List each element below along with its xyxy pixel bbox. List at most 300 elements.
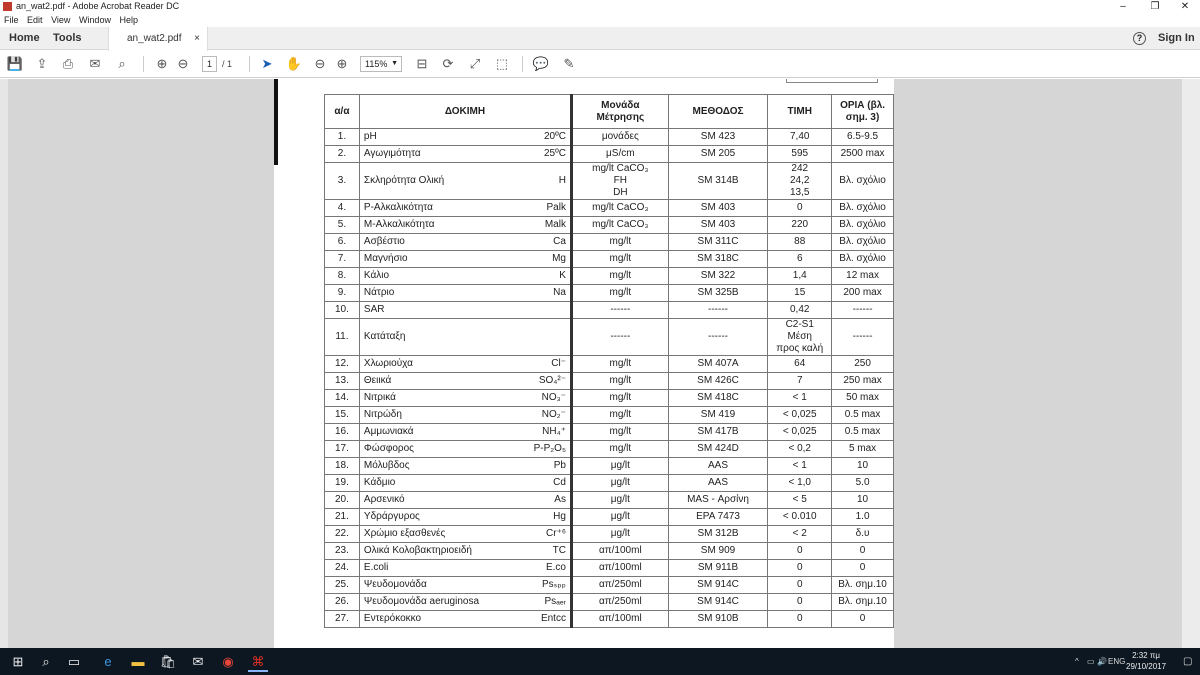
test-name-cell [359, 458, 571, 475]
test-name-cell [359, 285, 571, 302]
table-row [325, 373, 894, 390]
test-name: Κάλιο [363, 270, 390, 281]
method-cell: SM 909 [668, 543, 768, 560]
test-name-cell [359, 302, 571, 319]
row-index: 18. [325, 458, 360, 475]
test-symbol: Cd [553, 477, 566, 488]
test-name: Υδράργυρος [363, 511, 420, 522]
limit-cell: 5.0 [832, 475, 894, 492]
test-name: Ψευδομονάδα [363, 579, 427, 590]
value-line: προς καλή [776, 343, 824, 354]
test-name-cell [359, 268, 571, 285]
row-index: 17. [325, 441, 360, 458]
test-name: Μ-Αλκαλικότητα [363, 219, 435, 230]
limit-cell: 10 [832, 458, 894, 475]
close-tab-icon[interactable]: × [194, 33, 200, 44]
test-name-cell [359, 475, 571, 492]
unit-cell: mg/lt [571, 390, 668, 407]
test-name: pH [363, 131, 377, 142]
method-cell: SM 314B [668, 163, 768, 200]
value-cell: 0,42 [768, 302, 832, 319]
test-name: Νιτρώδη [363, 409, 402, 420]
method-cell: SM 403 [668, 217, 768, 234]
select-cursor-icon[interactable]: ➤ [261, 56, 273, 71]
test-name-cell [359, 200, 571, 217]
mail-icon[interactable]: ✉ [192, 654, 204, 669]
row-index: 10. [325, 302, 360, 319]
row-index: 4. [325, 200, 360, 217]
unit-cell: μS/cm [571, 146, 668, 163]
test-name-cell [359, 390, 571, 407]
sign-pen-icon[interactable]: ✎ [563, 56, 575, 71]
unit-cell: mg/lt [571, 407, 668, 424]
tab-tools[interactable]: Tools [53, 32, 82, 44]
value-cell: < 5 [768, 492, 832, 509]
file-explorer-icon[interactable]: ▬ [131, 654, 145, 669]
method-cell: SM 417B [668, 424, 768, 441]
notifications-icon[interactable]: ▢ [1183, 656, 1193, 667]
limit-cell: Βλ. σχόλιο [832, 200, 894, 217]
row-index: 13. [325, 373, 360, 390]
rotate-page-icon[interactable]: ⟳ [442, 56, 454, 71]
network-icon[interactable]: ▭ [1087, 657, 1095, 666]
value-line: Μέση [787, 331, 812, 342]
test-name-cell [359, 526, 571, 543]
unit-cell: απ/100ml [571, 543, 668, 560]
table-row [325, 560, 894, 577]
full-screen-icon[interactable]: ⤢ [469, 56, 481, 71]
value-cell: 0 [768, 560, 832, 577]
unit-cell: απ/100ml [571, 560, 668, 577]
unit-cell [571, 163, 668, 200]
limit-cell: Βλ. σχόλιο [832, 217, 894, 234]
test-name: Φώσφορος [363, 443, 414, 454]
left-panel-collapsed[interactable] [0, 79, 8, 648]
pdf-page [274, 79, 894, 648]
table-row [325, 319, 894, 356]
test-symbol: NH₄⁺ [542, 426, 566, 437]
table-row [325, 146, 894, 163]
method-cell: SM 318C [668, 251, 768, 268]
test-symbol: Cr⁺⁶ [546, 528, 566, 539]
tab-bar [0, 27, 1200, 50]
row-index: 3. [325, 163, 360, 200]
table-row [325, 217, 894, 234]
table-row [325, 475, 894, 492]
unit-cell: μg/lt [571, 458, 668, 475]
table-row [325, 458, 894, 475]
test-name: Ασβέστιο [363, 236, 405, 247]
value-cell: 0 [768, 611, 832, 628]
limit-cell: 0.5 max [832, 424, 894, 441]
page-header-box [786, 79, 878, 83]
limit-cell: 12 max [832, 268, 894, 285]
unit-cell: mg/lt [571, 251, 668, 268]
test-symbol: Malk [544, 219, 566, 230]
limit-cell: Βλ. σημ.10 [832, 594, 894, 611]
menu-edit[interactable]: Edit [27, 15, 43, 25]
row-index: 23. [325, 543, 360, 560]
upload-icon[interactable]: ⇪ [36, 56, 48, 71]
row-index: 1. [325, 129, 360, 146]
unit-cell: απ/100ml [571, 611, 668, 628]
test-name: Αγωγιμότητα [363, 148, 421, 159]
test-name-cell [359, 234, 571, 251]
limit-cell: 0 [832, 560, 894, 577]
method-cell: SM 418C [668, 390, 768, 407]
table-row [325, 268, 894, 285]
method-cell: SM 407A [668, 356, 768, 373]
test-name-cell [359, 441, 571, 458]
method-cell: SM 911B [668, 560, 768, 577]
method-cell: SM 423 [668, 129, 768, 146]
test-symbol: Palk [546, 202, 566, 213]
value-cell: < 1 [768, 458, 832, 475]
unit-cell: μg/lt [571, 509, 668, 526]
search-icon[interactable]: ⌕ [118, 56, 126, 71]
method-cell: ------ [668, 319, 768, 356]
zoom-level-value: 115% [365, 59, 388, 69]
table-row [325, 390, 894, 407]
system-clock[interactable] [1126, 650, 1166, 672]
zoom-in-icon[interactable]: ⊕ [336, 56, 348, 71]
test-name: SAR [363, 304, 385, 315]
row-index: 21. [325, 509, 360, 526]
limit-cell: ------ [832, 319, 894, 356]
document-viewer[interactable] [0, 79, 1200, 648]
value-line: 242 [791, 163, 809, 174]
value-cell: < 0,025 [768, 424, 832, 441]
test-name-cell [359, 577, 571, 594]
comment-icon[interactable]: 💬 [532, 56, 550, 71]
row-index: 16. [325, 424, 360, 441]
test-symbol: NO₃⁻ [541, 392, 566, 403]
test-name-cell [359, 356, 571, 373]
email-icon[interactable]: ✉ [89, 56, 101, 71]
test-symbol: 25ºC [543, 148, 566, 159]
header-limit: ΟΡΙΑ (βλ. σημ. 3) [832, 95, 894, 129]
limit-cell: 250 [832, 356, 894, 373]
value-cell [768, 319, 832, 356]
unit-cell: mg/lt [571, 268, 668, 285]
clock-date: 29/10/2017 [1126, 662, 1167, 671]
table-row [325, 543, 894, 560]
menu-view[interactable]: View [51, 15, 71, 25]
method-cell: MAS - Αρσίνη [668, 492, 768, 509]
test-name-cell [359, 129, 571, 146]
table-row [325, 302, 894, 319]
test-name-cell [359, 251, 571, 268]
document-tab-label: an_wat2.pdf [127, 33, 182, 44]
limit-cell: 0 [832, 611, 894, 628]
test-symbol: Na [553, 287, 566, 298]
header-method: ΜΕΘΟΔΟΣ [668, 95, 768, 129]
page-number-input[interactable]: 1 [202, 56, 217, 72]
method-cell: SM 311C [668, 234, 768, 251]
window-title: an_wat2.pdf - Adobe Acrobat Reader DC [16, 1, 180, 11]
document-tab[interactable] [108, 27, 208, 51]
store-icon[interactable]: 🛍 [159, 654, 177, 669]
unit-cell: απ/250ml [571, 577, 668, 594]
value-cell: 0 [768, 577, 832, 594]
test-name-cell [359, 373, 571, 390]
limit-cell: 5 max [832, 441, 894, 458]
method-cell: SM 312B [668, 526, 768, 543]
acrobat-taskbar-icon[interactable]: ⌘ [248, 652, 268, 672]
method-cell: SM 426C [668, 373, 768, 390]
value-cell: 595 [768, 146, 832, 163]
unit-cell: ------ [571, 319, 668, 356]
test-name-cell [359, 492, 571, 509]
test-name: Χρώμιο εξασθενές [363, 528, 446, 539]
test-name: Χλωριούχα [363, 358, 413, 369]
row-index: 19. [325, 475, 360, 492]
test-name-cell [359, 543, 571, 560]
test-symbol: Cl⁻ [551, 358, 566, 369]
table-row [325, 509, 894, 526]
limit-cell: 1.0 [832, 509, 894, 526]
hand-tool-icon[interactable]: ✋ [285, 56, 303, 71]
test-name: Θειικά [363, 375, 392, 386]
page-total: / 1 [222, 59, 233, 69]
test-symbol: Hg [553, 511, 566, 522]
test-symbol: K [559, 270, 566, 281]
value-line: 24,2 [790, 175, 810, 186]
test-name-cell [359, 319, 571, 356]
value-cell: < 0,025 [768, 407, 832, 424]
zoom-out-icon[interactable]: ⊖ [314, 56, 326, 71]
limit-cell: Βλ. σχόλιο [832, 251, 894, 268]
test-name: Αμμωνιακά [363, 426, 414, 437]
test-name-cell [359, 146, 571, 163]
menu-help[interactable]: Help [119, 15, 138, 25]
prev-page-icon[interactable]: ⊕ [156, 56, 168, 71]
row-index: 26. [325, 594, 360, 611]
method-cell: SM 205 [668, 146, 768, 163]
test-name: Ρ-Αλκαλικότητα [363, 202, 433, 213]
row-index: 11. [325, 319, 360, 356]
limit-cell: 200 max [832, 285, 894, 302]
unit-cell: μg/lt [571, 475, 668, 492]
menu-bar [0, 13, 1200, 27]
next-page-icon[interactable]: ⊖ [177, 56, 189, 71]
value-cell: < 0.010 [768, 509, 832, 526]
limit-cell: Βλ. σχόλιο [832, 234, 894, 251]
method-cell: SM 910B [668, 611, 768, 628]
test-name-cell [359, 407, 571, 424]
print-icon[interactable]: ⎙ [62, 56, 74, 71]
unit-line: FH [613, 175, 627, 186]
limit-cell: 6.5-9.5 [832, 129, 894, 146]
test-symbol: Psₛₚₚ [542, 579, 566, 590]
test-name-cell [359, 594, 571, 611]
test-symbol: Mg [552, 253, 566, 264]
task-view-icon[interactable]: ▭ [67, 654, 81, 669]
title-bar [0, 0, 1200, 13]
close-button[interactable]: ✕ [1180, 1, 1190, 12]
value-cell: 7 [768, 373, 832, 390]
test-symbol: Pb [553, 460, 566, 471]
value-cell: 6 [768, 251, 832, 268]
limit-cell: 50 max [832, 390, 894, 407]
value-cell: < 2 [768, 526, 832, 543]
vertical-scrollbar[interactable] [1182, 79, 1200, 648]
limit-cell: 2500 max [832, 146, 894, 163]
table-row [325, 200, 894, 217]
test-symbol: H [558, 175, 566, 186]
save-icon[interactable]: 💾 [6, 56, 24, 71]
value-cell: 1,4 [768, 268, 832, 285]
method-cell: EPA 7473 [668, 509, 768, 526]
maximize-button[interactable]: ❐ [1150, 1, 1160, 12]
unit-cell: mg/lt CaCO₃ [571, 217, 668, 234]
test-symbol: TC [552, 545, 566, 556]
unit-cell: μg/lt [571, 492, 668, 509]
toolbar-divider [522, 56, 523, 72]
toolbar-divider [249, 56, 250, 72]
value-cell: 7,40 [768, 129, 832, 146]
table-row [325, 577, 894, 594]
table-row [325, 441, 894, 458]
test-symbol: NO₂⁻ [541, 409, 566, 420]
edge-browser-icon[interactable]: e [104, 654, 112, 669]
toolbar-divider [143, 56, 144, 72]
method-cell: ------ [668, 302, 768, 319]
limit-cell: δ.υ [832, 526, 894, 543]
analysis-results-table [324, 94, 894, 628]
method-cell: SM 403 [668, 200, 768, 217]
limit-cell: ------ [832, 302, 894, 319]
row-index: 12. [325, 356, 360, 373]
method-cell: SM 914C [668, 577, 768, 594]
test-name: Νάτριο [363, 287, 395, 298]
test-name: Ολικά Κολοβακτηριοειδή [363, 545, 472, 556]
taskbar-search-icon[interactable]: ⌕ [42, 654, 50, 669]
test-name-cell [359, 163, 571, 200]
unit-cell: μονάδες [571, 129, 668, 146]
acrobat-icon [3, 2, 12, 11]
limit-cell: 0 [832, 543, 894, 560]
row-index: 20. [325, 492, 360, 509]
test-symbol: P-P₂O₅ [533, 443, 566, 454]
table-row [325, 611, 894, 628]
test-symbol: Psₐₑᵣ [544, 596, 566, 607]
table-row [325, 356, 894, 373]
row-index: 14. [325, 390, 360, 407]
menu-file[interactable]: File [4, 15, 19, 25]
value-cell: 0 [768, 543, 832, 560]
row-index: 22. [325, 526, 360, 543]
test-name: Ψευδομονάδα aeruginosa [363, 596, 480, 607]
unit-cell: mg/lt [571, 234, 668, 251]
zoom-level-select[interactable] [360, 56, 402, 72]
table-row [325, 285, 894, 302]
test-symbol: Ca [553, 236, 566, 247]
table-row [325, 234, 894, 251]
method-cell: AAS [668, 458, 768, 475]
value-line: C2-S1 [785, 319, 814, 330]
unit-line: mg/lt CaCO₃ [592, 163, 649, 174]
toolbar [0, 51, 1200, 78]
table-row [325, 129, 894, 146]
unit-cell: μg/lt [571, 526, 668, 543]
row-index: 5. [325, 217, 360, 234]
minimize-button[interactable]: – [1120, 1, 1126, 12]
row-index: 24. [325, 560, 360, 577]
row-index: 8. [325, 268, 360, 285]
unit-cell: mg/lt [571, 285, 668, 302]
header-idx: α/α [325, 95, 360, 129]
value-cell: 0 [768, 594, 832, 611]
value-cell: < 1,0 [768, 475, 832, 492]
method-cell: SM 424D [668, 441, 768, 458]
table-row [325, 424, 894, 441]
test-name: Κάδμιο [363, 477, 396, 488]
value-line: 13,5 [790, 187, 810, 198]
unit-cell: ------ [571, 302, 668, 319]
help-icon[interactable]: ? [1133, 32, 1146, 45]
read-mode-icon[interactable]: ⬚ [495, 56, 509, 71]
value-cell: 64 [768, 356, 832, 373]
unit-cell: mg/lt [571, 441, 668, 458]
language-indicator[interactable]: ENG [1108, 657, 1126, 666]
table-row [325, 526, 894, 543]
limit-cell: 10 [832, 492, 894, 509]
unit-cell: mg/lt [571, 424, 668, 441]
test-name: Αρσενικό [363, 494, 405, 505]
table-row [325, 251, 894, 268]
tray-expand-icon[interactable]: ^ [1075, 657, 1079, 666]
unit-cell: mg/lt CaCO₃ [571, 200, 668, 217]
method-cell: SM 325B [668, 285, 768, 302]
test-name-cell [359, 217, 571, 234]
value-cell: 0 [768, 200, 832, 217]
method-cell: SM 419 [668, 407, 768, 424]
tab-home[interactable]: Home [9, 32, 40, 44]
fit-page-icon[interactable]: ⊟ [416, 56, 428, 71]
method-cell: SM 914C [668, 594, 768, 611]
menu-window[interactable]: Window [78, 15, 111, 25]
test-name: Μαγνήσιο [363, 253, 408, 264]
unit-cell: mg/lt [571, 373, 668, 390]
value-cell: 15 [768, 285, 832, 302]
volume-icon[interactable]: 🔊 [1097, 657, 1107, 666]
start-windows-icon[interactable]: ⊞ [12, 654, 24, 669]
header-test: ΔΟΚΙΜΗ [359, 95, 571, 129]
table-row [325, 407, 894, 424]
limit-cell: 0.5 max [832, 407, 894, 424]
row-index: 25. [325, 577, 360, 594]
header-value: ΤΙΜΗ [768, 95, 832, 129]
test-name: Νιτρικά [363, 392, 396, 403]
method-cell: SM 322 [668, 268, 768, 285]
chrome-icon[interactable]: ◉ [222, 654, 234, 669]
table-header-row [325, 95, 894, 129]
header-unit: Μονάδα Μέτρησης [571, 95, 668, 129]
value-cell: 88 [768, 234, 832, 251]
test-name: Σκληρότητα Ολική [363, 175, 445, 186]
test-name: E.coli [363, 562, 389, 573]
value-cell: < 0,2 [768, 441, 832, 458]
value-cell [768, 163, 832, 200]
limit-cell: Βλ. σχόλιο [832, 163, 894, 200]
table-row [325, 163, 894, 200]
sign-in-button[interactable]: Sign In [1158, 32, 1195, 44]
test-symbol: 20ºC [543, 131, 566, 142]
unit-cell: απ/250ml [571, 594, 668, 611]
test-symbol: E.co [545, 562, 566, 573]
test-name-cell [359, 611, 571, 628]
